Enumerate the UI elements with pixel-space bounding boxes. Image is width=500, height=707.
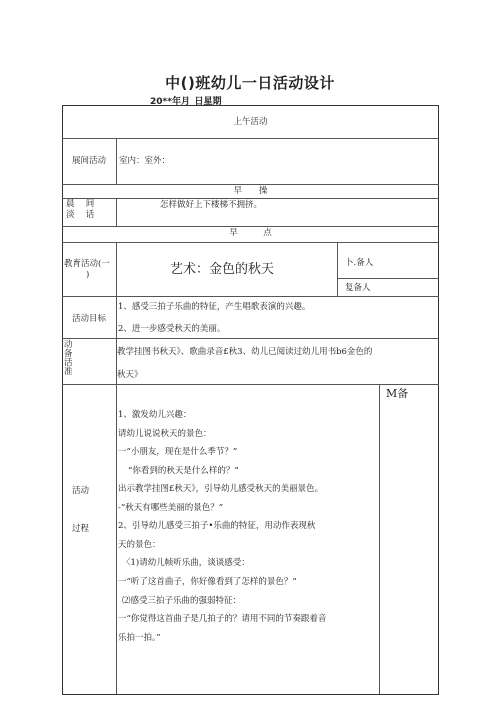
column-divider [116,198,117,226]
process-line: 请幼儿说说秋天的景色： [118,429,212,439]
preparer-label: 卜.备人 [345,258,374,268]
process-line: 一“你觉得这首曲子是几拍子的？请用不同的节奏跟着音 [118,614,327,624]
section-title-morning: 上午活动 [233,117,268,127]
process-line: 乐拍一拍。” [118,633,161,643]
morning-talk-label: 晨 间 [66,199,95,209]
process-line: 2、引导幼儿感受三拍子•乐曲的特征，用动作表现秋 [118,521,316,531]
page-title: 中()班幼儿一日活动设计 [165,74,335,92]
row-divider [62,226,439,227]
process-line: 出示教学挂图£秋天》，引导幼儿感受秋天的美丽景色。 [118,484,324,494]
preparation-label: 活 [64,358,73,368]
morning-talk-label: 淡 话 [66,210,95,220]
process-label: 过程 [72,524,90,534]
column-divider [116,242,117,694]
activity-topic: 艺术：金色的秋天 [170,262,275,277]
row-divider [62,296,439,297]
process-line: -“秋天有哪些美丽的景色？” [118,503,224,513]
goal-item: 1、感受三拍子乐曲的特征，产生唱歌表演的兴趣。 [118,302,311,312]
preparation-text: 秋天》 [117,370,143,380]
revision-notes-label: M备 [386,387,409,400]
preparation-text: 教学挂图书秋天》、歌曲录音£秋3、幼儿已阅读过幼儿用书b6金色的 [117,347,373,357]
process-line: 天的景色： [118,540,161,550]
process-line: 〈1)请幼儿帧听乐曲，谈谈感受： [122,558,250,568]
column-divider [379,384,380,694]
row-divider [62,138,439,139]
process-line: 一“小朋友，现在是什么季节？” [118,447,238,457]
preparation-label: 动 [64,340,73,350]
preparation-label: 备 [64,349,73,359]
row-divider [62,242,439,243]
process-label: 活动 [72,486,90,496]
preparation-label: 准 [64,367,73,377]
date-line: 20**年月_日星期 [150,97,222,107]
column-divider [337,242,338,296]
row-divider [337,278,439,279]
row-divider [62,338,439,339]
process-line: 1、激发幼儿兴趣： [118,410,192,420]
reviewer-label: 复备人 [345,283,371,293]
process-line: 一“听了这首曲子，你好像看到了怎样的景色？” [118,577,297,587]
row-divider [62,184,439,185]
process-line: “你看到的秋天是什么样的？” [128,466,239,476]
morning-exercise-label: 早 操 [233,186,268,196]
teaching-activity-label: 教育活动(一 [64,259,110,269]
morning-talk-value: 怎样做好上下楼梯不拥挤。 [160,200,263,210]
activity-goals-label: 活动目标 [71,314,106,324]
column-divider [116,138,117,184]
process-line: ⑵感受三拍子乐曲的强弱特征： [122,596,242,606]
row-divider [62,384,439,385]
outdoor-activity-label: 展间活动 [71,156,106,166]
goal-item: 2、进一步感受秋天的美丽。 [118,324,226,334]
row-divider [62,198,439,199]
outdoor-activity-value: 室内：室外： [119,156,171,166]
teaching-activity-label: ) [86,270,90,280]
morning-snack-label: 早 点 [229,228,272,238]
